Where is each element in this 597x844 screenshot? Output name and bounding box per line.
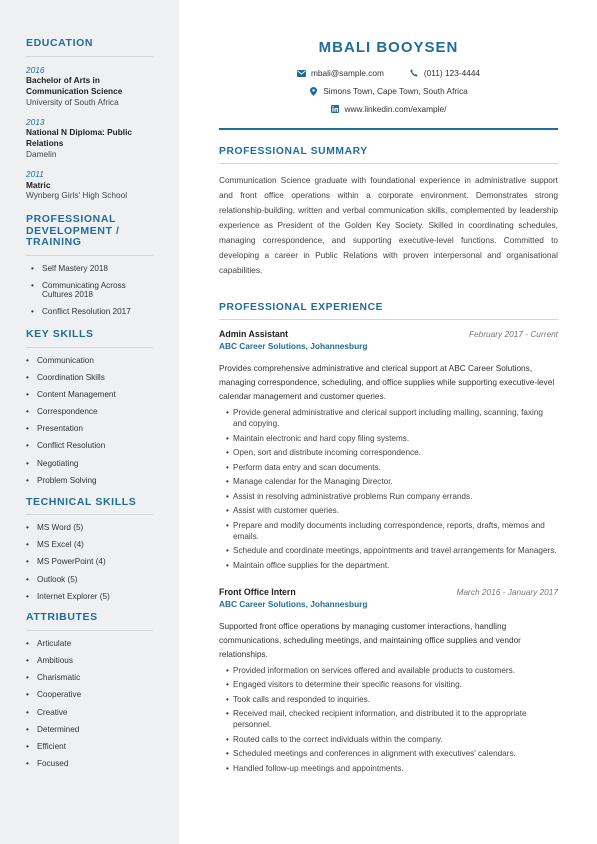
job-description: Provides comprehensive administrative and clerical support at ABC Career Solutions, managing correspondence, scheduling, and office supplies while supporting executive-level calendar management and customer queries. bbox=[219, 363, 555, 401]
professional-development-heading: PROFESSIONAL DEVELOPMENT / TRAINING bbox=[26, 214, 153, 256]
education-item bbox=[26, 117, 153, 160]
job-bullet: • Perform data entry and scan documents. bbox=[226, 462, 558, 473]
job-bullet: • Open, sort and distribute incoming correspondence. bbox=[226, 447, 558, 458]
list-item: • Focused bbox=[26, 759, 153, 769]
contact-email bbox=[297, 68, 384, 78]
job-bullet: • Engaged visitors to determine their specific reasons for visiting. bbox=[226, 679, 558, 690]
list-item: • Content Management bbox=[26, 390, 153, 400]
contact-linkedin bbox=[219, 104, 558, 114]
list-item: • Self Mastery 2018 bbox=[31, 264, 153, 274]
list-item: • Efficient bbox=[26, 742, 153, 752]
education-degree: Bachelor of Arts in Communication Science bbox=[26, 75, 123, 97]
contact-phone bbox=[410, 68, 480, 78]
job-header bbox=[219, 587, 558, 597]
attributes-list bbox=[26, 639, 153, 769]
list-item: • Negotiating bbox=[26, 459, 153, 469]
job-dates: February 2017 - Current bbox=[468, 329, 558, 339]
education-item bbox=[26, 169, 153, 201]
job-bullet: • Maintain office supplies for the department. bbox=[226, 560, 558, 571]
phone-icon bbox=[410, 69, 419, 78]
professional-development-section bbox=[26, 214, 153, 317]
technical-skills-list bbox=[26, 523, 153, 601]
list-item: • MS PowerPoint (4) bbox=[26, 557, 153, 567]
education-degree: National N Diploma: Public Relations bbox=[26, 127, 133, 149]
job-bullet: • Maintain electronic and hard copy filing systems. bbox=[226, 433, 558, 444]
key-skills-list bbox=[26, 356, 153, 486]
job-bullet: • Assist in resolving administrative problems Run company errands. bbox=[226, 491, 558, 502]
list-item: • Articulate bbox=[26, 639, 153, 649]
list-item: • Communicating Across Cultures 2018 bbox=[31, 281, 153, 301]
job-bullet: • Prepare and modify documents including correspondence, reports, drafts, memos and emails. bbox=[226, 520, 558, 542]
job-header bbox=[219, 329, 558, 339]
education-item bbox=[26, 65, 153, 108]
envelope-icon bbox=[297, 69, 306, 78]
list-item: • MS Excel (4) bbox=[26, 540, 153, 550]
education-year: 2016 bbox=[26, 64, 45, 75]
job-bullet: • Schedule and coordinate meetings, appointments and travel arrangements for Managers. bbox=[226, 545, 558, 556]
list-item: • Presentation bbox=[26, 424, 153, 434]
job-bullet: • Provide general administrative and clerical support including mailing, scanning, faxing and copying. bbox=[226, 407, 558, 429]
job-bullet: • Routed calls to the correct individuals within the company. bbox=[226, 734, 558, 745]
job-title: Front Office Intern bbox=[219, 586, 296, 597]
list-item: • Creative bbox=[26, 708, 153, 718]
list-item: • Cooperative bbox=[26, 690, 153, 700]
email-text[interactable]: mbali@sample.com bbox=[310, 68, 384, 78]
summary-section bbox=[219, 146, 558, 278]
technical-skills-section bbox=[26, 497, 153, 602]
list-item: • Internet Explorer (5) bbox=[26, 592, 153, 602]
job-company: ABC Career Solutions, Johannesburg bbox=[219, 341, 368, 351]
education-school: University of South Africa bbox=[26, 96, 119, 107]
list-item: • Conflict Resolution 2017 bbox=[31, 307, 153, 317]
technical-skills-heading: TECHNICAL SKILLS bbox=[26, 497, 153, 516]
job-bullet: • Handled follow-up meetings and appointments. bbox=[226, 763, 558, 774]
job-bullet: • Received mail, checked recipient information, and distributed it to the appropriate personnel. bbox=[226, 708, 558, 730]
list-item: • MS Word (5) bbox=[26, 523, 153, 533]
candidate-name: MBALI BOOYSEN bbox=[318, 39, 459, 56]
phone-text[interactable]: (011) 123-4444 bbox=[423, 68, 481, 78]
location-text: Simons Town, Cape Town, South Africa bbox=[323, 86, 468, 96]
contact-row bbox=[219, 68, 558, 78]
key-skills-heading: KEY SKILLS bbox=[26, 329, 153, 348]
list-item: • Outlook (5) bbox=[26, 575, 153, 585]
list-item: • Coordination Skills bbox=[26, 373, 153, 383]
education-year: 2013 bbox=[26, 116, 45, 127]
job-entry bbox=[219, 587, 558, 774]
job-description: Supported front office operations by managing customer interactions, handling communications, scheduling meetings, and maintaining office supplies and vendor relationships. bbox=[219, 620, 521, 659]
job-bullets bbox=[219, 665, 558, 774]
list-item: • Conflict Resolution bbox=[26, 441, 153, 451]
experience-section bbox=[219, 302, 558, 774]
key-skills-section bbox=[26, 329, 153, 485]
job-entry bbox=[219, 329, 558, 571]
education-year: 2011 bbox=[26, 168, 44, 179]
education-school: Wynberg Girls' High School bbox=[26, 190, 128, 201]
education-school: Damelin bbox=[26, 149, 57, 160]
job-bullet: • Scheduled meetings and conferences in alignment with executives' calendars. bbox=[226, 748, 558, 759]
list-item: • Communication bbox=[26, 356, 153, 366]
job-bullet: • Manage calendar for the Managing Director. bbox=[226, 476, 558, 487]
list-item: • Ambitious bbox=[26, 656, 153, 666]
job-dates: March 2016 - January 2017 bbox=[456, 586, 558, 597]
job-bullet: • Provided information on services offered and available products to customers. bbox=[226, 665, 558, 676]
job-company: ABC Career Solutions, Johannesburg bbox=[219, 598, 368, 609]
education-degree: Matric bbox=[26, 179, 51, 190]
summary-text: Communication Science graduate with foundational experience in administrative support and front office operations within a corporate environment. Demonstrates strong relationship-building, written and verbal communication skills, complemented by leadership experience as President of the Golden Key Society. Skilled in coordinating schedules, managing correspondence, and supporting executive-level functions. Committed to developing a career in Public Relations with proven interpersonal and organisational capabilities. bbox=[219, 175, 558, 275]
map-pin-icon bbox=[309, 87, 318, 96]
main-content bbox=[219, 0, 558, 777]
attributes-section bbox=[26, 612, 153, 768]
attributes-heading: ATTRIBUTES bbox=[26, 612, 153, 631]
list-item: • Charismatic bbox=[26, 673, 153, 683]
sidebar bbox=[0, 0, 179, 844]
location-item bbox=[309, 86, 468, 96]
contact-location bbox=[219, 86, 558, 96]
list-item: • Correspondence bbox=[26, 407, 153, 417]
linkedin-text[interactable]: www.linkedin.com/example/ bbox=[344, 104, 447, 114]
linkedin-item bbox=[331, 104, 447, 114]
job-bullets bbox=[219, 407, 558, 571]
list-item: • Determined bbox=[26, 725, 153, 735]
list-item: • Problem Solving bbox=[26, 476, 153, 486]
experience-heading: PROFESSIONAL EXPERIENCE bbox=[219, 302, 558, 320]
job-title: Admin Assistant bbox=[219, 329, 289, 339]
job-bullet: • Took calls and responded to inquiries. bbox=[226, 694, 558, 705]
education-heading: EDUCATION bbox=[26, 38, 153, 57]
summary-heading: PROFESSIONAL SUMMARY bbox=[219, 146, 558, 164]
header-divider bbox=[219, 128, 558, 130]
professional-development-list bbox=[31, 264, 153, 317]
education-section bbox=[26, 38, 153, 201]
linkedin-icon bbox=[331, 105, 340, 114]
job-bullet: • Assist with customer queries. bbox=[226, 505, 558, 516]
